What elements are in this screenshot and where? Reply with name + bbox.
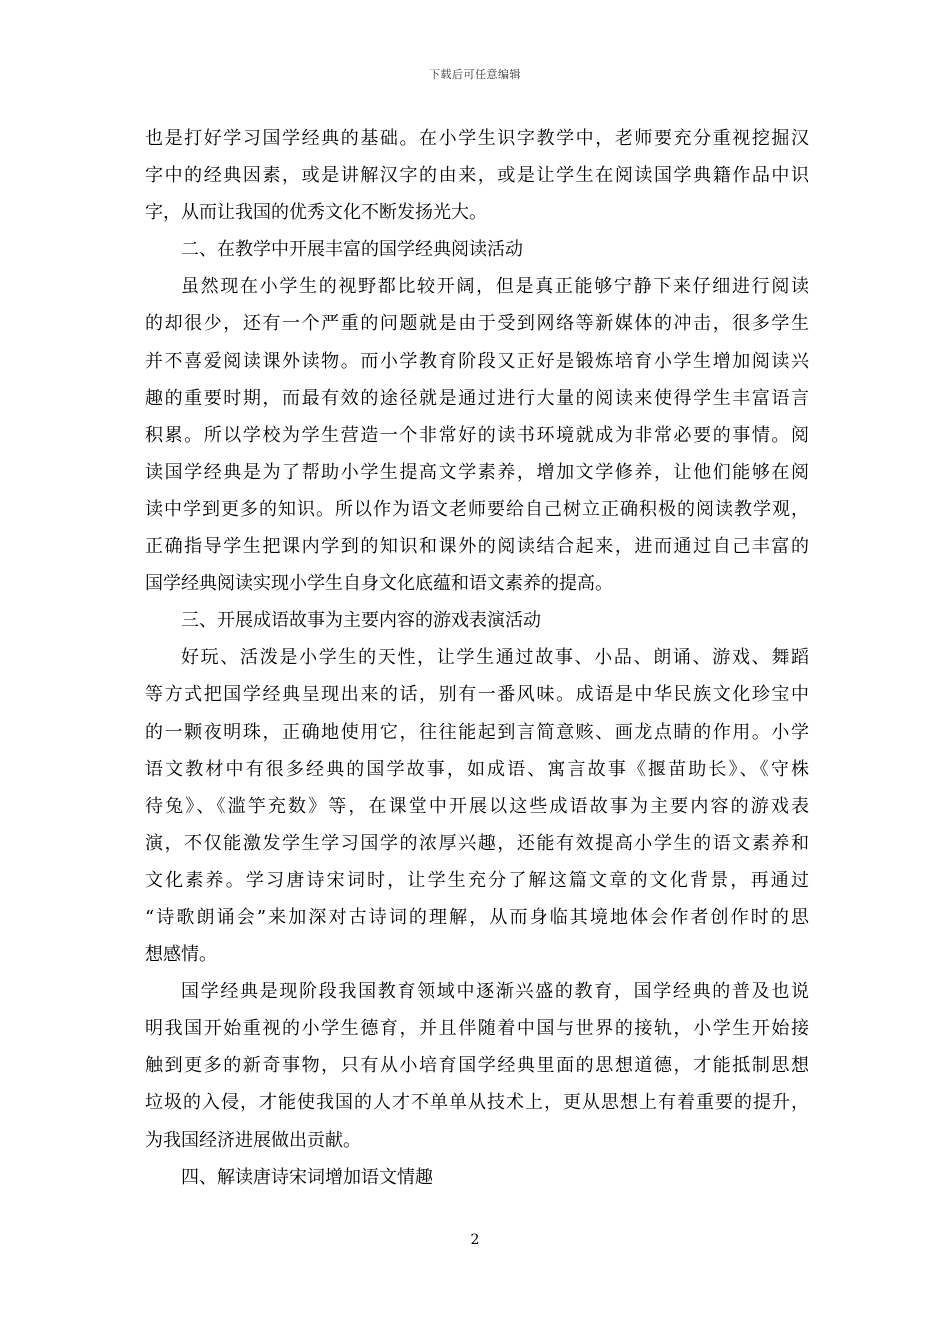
- text-line: 读国学经典是为了帮助小学生提高文学素养，增加文学修养，让他们能够在阅: [145, 461, 809, 483]
- text-line: 二、在教学中开展丰富的国学经典阅读活动: [181, 239, 523, 261]
- text-line: “诗歌朗诵会”来加深对古诗词的理解，从而身临其境地体会作者创作时的思: [145, 906, 809, 928]
- text-line: 待兔》、《滥竽充数》等，在课堂中开展以这些成语故事为主要内容的游戏表: [145, 795, 809, 817]
- text-line: 也是打好学习国学经典的基础。在小学生识字教学中，老师要充分重视挖掘汉: [145, 128, 809, 149]
- text-line: 等方式把国学经典呈现出来的话，别有一番风味。成语是中华民族文化珍宝中: [145, 684, 809, 706]
- text-line: 并不喜爱阅读课外读物。而小学教育阶段又正好是锻炼培育小学生增加阅读兴: [145, 350, 809, 372]
- text-line: 国学经典阅读实现小学生自身文化底蕴和语文素养的提高。: [145, 573, 613, 595]
- text-line: 垃圾的入侵，才能使我国的人才不单单从技术上，更从思想上有着重要的提升，: [145, 1092, 809, 1114]
- text-line: 语文教材中有很多经典的国学故事，如成语、寓言故事《揠苗助长》、《守株: [145, 758, 809, 780]
- text-line: 积累。所以学校为学生营造一个非常好的读书环境就成为非常必要的事情。阅: [145, 424, 809, 446]
- text-line: 三、开展成语故事为主要内容的游戏表演活动: [181, 610, 541, 632]
- text-line: 明我国开始重视的小学生德育，并且伴随着中国与世界的接轨，小学生开始接: [145, 1018, 809, 1040]
- text-line: 趣的重要时期，而最有效的途径就是通过进行大量的阅读来使得学生丰富语言: [145, 387, 809, 409]
- text-line: 想感情。: [145, 944, 217, 966]
- text-line: 字中的经典因素，或是讲解汉字的由来，或是让学生在阅读国学典籍作品中识: [145, 165, 809, 187]
- text-line: 字，从而让我国的优秀文化不断发扬光大。: [145, 202, 487, 224]
- text-line: 四、解读唐诗宋词增加语文情趣: [181, 1166, 433, 1188]
- text-line: 为我国经济进展做出贡献。: [145, 1129, 361, 1151]
- text-line: 文化素养。学习唐诗宋词时，让学生充分了解这篇文章的文化背景，再通过: [145, 869, 809, 891]
- page-number: 2: [470, 1232, 480, 1248]
- text-line: 读中学到更多的知识。所以作为语文老师要给自己树立正确积极的阅读教学观，: [145, 498, 809, 520]
- text-line: 触到更多的新奇事物，只有从小培育国学经典里面的思想道德，才能抵制思想: [145, 1055, 809, 1077]
- text-line: 演，不仅能激发学生学习国学的浓厚兴趣，还能有效提高小学生的语文素养和: [145, 832, 809, 854]
- document-body: [145, 120, 809, 1196]
- text-line: 虽然现在小学生的视野都比较开阔，但是真正能够宁静下来仔细进行阅读: [181, 276, 809, 298]
- text-line: 国学经典是现阶段我国教育领域中逐渐兴盛的教育，国学经典的普及也说: [181, 981, 809, 1003]
- text-line: 好玩、活泼是小学生的天性，让学生通过故事、小品、朗诵、游戏、舞蹈: [181, 647, 809, 669]
- text-line: 正确指导学生把课内学到的知识和课外的阅读结合起来，进而通过自己丰富的: [145, 536, 809, 558]
- text-line: 的却很少，还有一个严重的问题就是由于受到网络等新媒体的冲击，很多学生: [145, 313, 809, 335]
- page-header: 下载后可任意编辑: [429, 68, 521, 81]
- text-line: 的一颗夜明珠，正确地使用它，往往能起到言简意赅、画龙点睛的作用。小学: [145, 721, 809, 743]
